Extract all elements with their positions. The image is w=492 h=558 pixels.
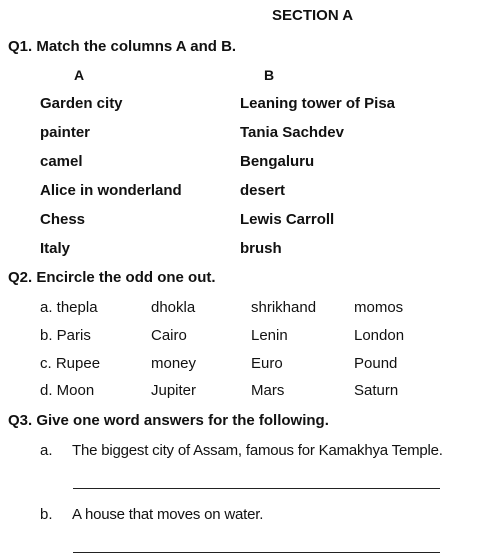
section-title: SECTION A bbox=[272, 7, 354, 24]
column-a-item: camel bbox=[40, 153, 83, 170]
q3-item-letter: a. bbox=[40, 442, 53, 459]
q3-title: Q3. Give one word answers for the following. bbox=[8, 412, 329, 429]
odd-one-option: Pound bbox=[354, 355, 398, 372]
column-b-item: brush bbox=[240, 240, 282, 257]
column-a-heading: A bbox=[74, 67, 85, 83]
answer-line[interactable] bbox=[73, 552, 440, 553]
q2-title: Q2. Encircle the odd one out. bbox=[8, 269, 216, 286]
odd-one-option: Euro bbox=[251, 355, 283, 372]
column-b-item: Tania Sachdev bbox=[240, 124, 344, 141]
column-b-item: Lewis Carroll bbox=[240, 211, 335, 228]
odd-one-option: Lenin bbox=[251, 327, 288, 344]
odd-one-option: a. thepla bbox=[40, 299, 98, 316]
q3-item-letter: b. bbox=[40, 506, 53, 523]
odd-one-option: London bbox=[354, 327, 405, 344]
q3-item-text: The biggest city of Assam, famous for Kamakhya Temple. bbox=[72, 442, 443, 459]
column-b-item: Bengaluru bbox=[240, 153, 315, 170]
column-a-item: Alice in wonderland bbox=[40, 182, 182, 199]
odd-one-option: Saturn bbox=[354, 382, 399, 399]
odd-one-option: c. Rupee bbox=[40, 355, 101, 372]
column-a-item: Italy bbox=[40, 240, 71, 257]
odd-one-option: momos bbox=[354, 299, 404, 316]
column-b-item: Leaning tower of Pisa bbox=[240, 95, 396, 112]
odd-one-option: shrikhand bbox=[251, 299, 317, 316]
q3-item-text: A house that moves on water. bbox=[72, 506, 264, 523]
q1-title: Q1. Match the columns A and B. bbox=[8, 38, 237, 55]
column-a-item: Chess bbox=[40, 211, 86, 228]
column-a-item: Garden city bbox=[40, 95, 123, 112]
answer-line[interactable] bbox=[73, 488, 440, 489]
column-b-heading: B bbox=[264, 67, 275, 83]
odd-one-option: Jupiter bbox=[151, 382, 197, 399]
odd-one-option: Mars bbox=[251, 382, 285, 399]
odd-one-option: b. Paris bbox=[40, 327, 91, 344]
odd-one-option: Cairo bbox=[151, 327, 187, 344]
odd-one-option: money bbox=[151, 355, 197, 372]
odd-one-option: d. Moon bbox=[40, 382, 95, 399]
column-b-item: desert bbox=[240, 182, 286, 199]
odd-one-option: dhokla bbox=[151, 299, 196, 316]
column-a-item: painter bbox=[40, 124, 91, 141]
